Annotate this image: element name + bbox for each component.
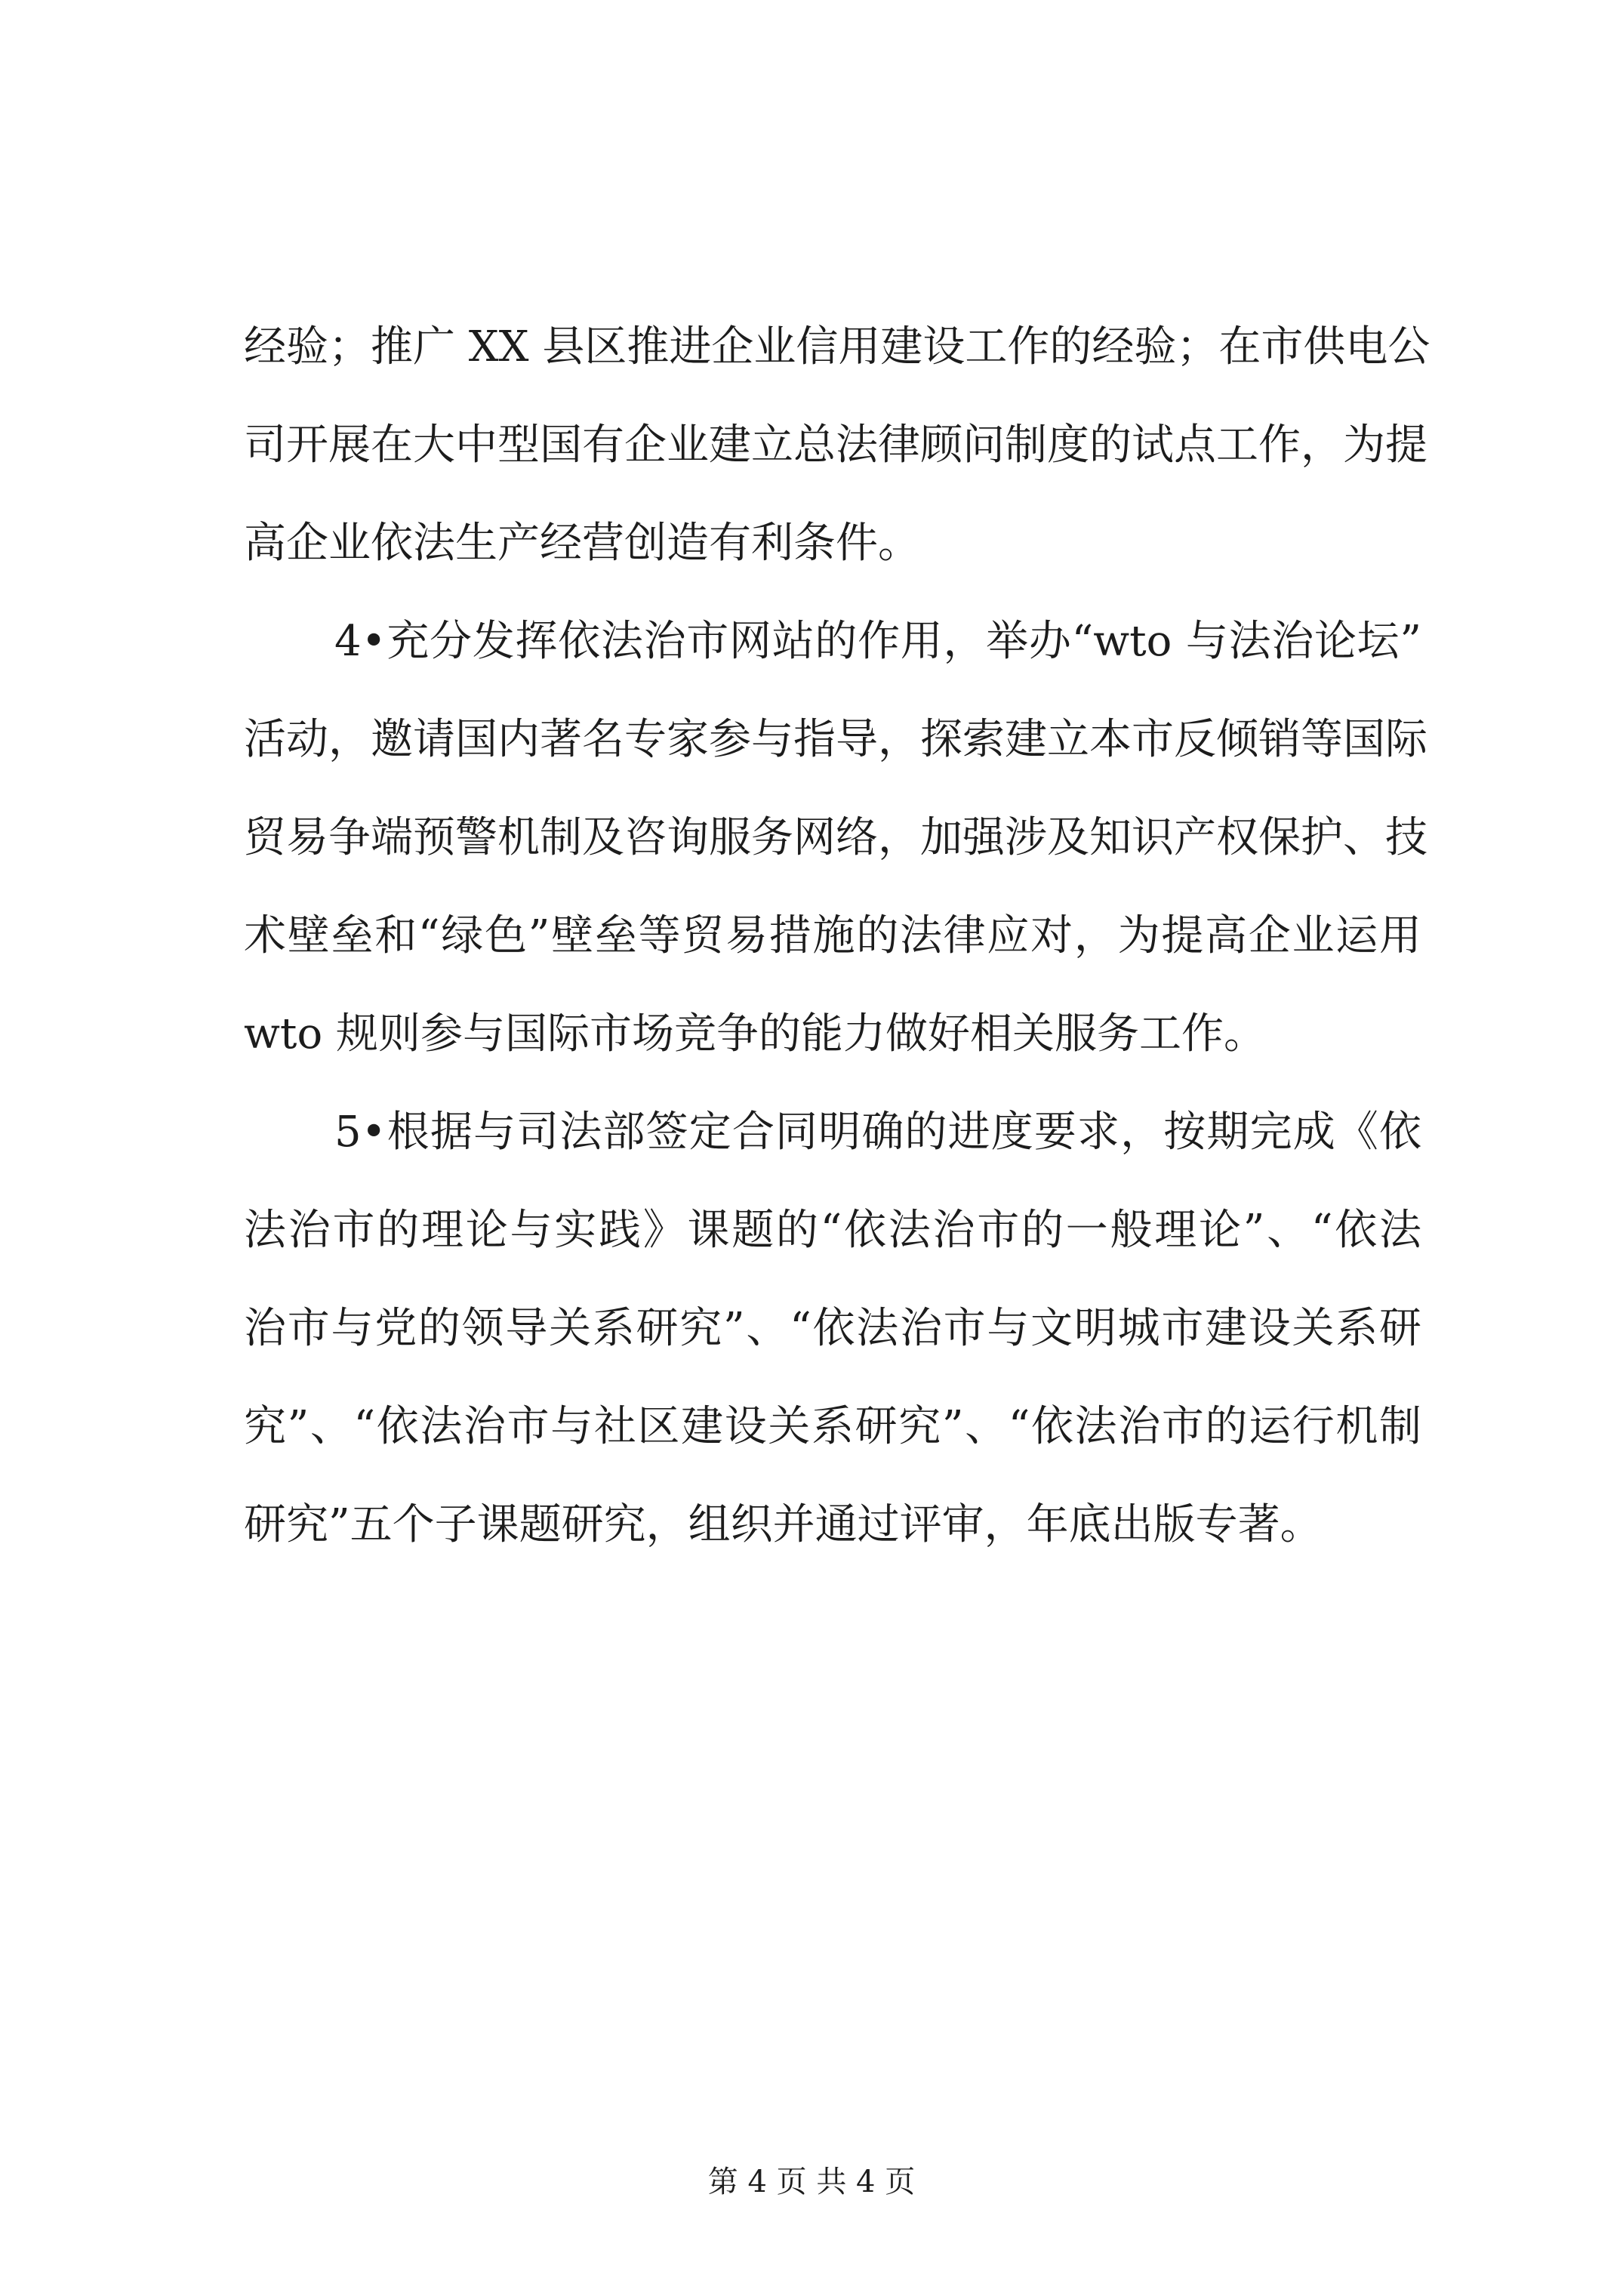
text-line: 究”、“依法治市与社区建设关系研究”、“依法治市的运行机制 [244,1402,1421,1451]
text-line: 术壁垒和“绿色”壁垒等贸易措施的法律应对，为提高企业运用 [244,911,1421,960]
text-line: 研究”五个子课题研究，组织并通过评审，年底出版专著。 [244,1500,1323,1549]
paragraph-2 [244,593,1427,1083]
text-line: 治市与党的领导关系研究”、“依法治市与文明城市建设关系研 [244,1304,1421,1353]
text-line: 活动，邀请国内著名专家参与指导，探索建立本市反倾销等国际 [244,715,1427,764]
text-line: 经验；推广 XX 县区推进企业信用建设工作的经验；在市供电公 [244,322,1431,371]
paragraph-3 [244,1083,1421,1574]
page-footer [0,2159,1623,2205]
document-body [244,298,1431,1574]
text-line: 贸易争端预警机制及咨询服务网络，加强涉及知识产权保护、技 [244,813,1427,862]
text-line: 5•根据与司法部签定合同明确的进度要求，按期完成《依 [334,1108,1421,1157]
text-line: wto 规则参与国际市场竞争的能力做好相关服务工作。 [244,1009,1266,1059]
page-number-label: 第 4 页 共 4 页 [707,2165,916,2199]
text-line: 司开展在大中型国有企业建立总法律顾问制度的试点工作，为提 [244,421,1427,470]
text-line: 4•充分发挥依法治市网站的作用，举办“wto 与法治论坛” [334,617,1421,666]
paragraph-1 [244,298,1431,593]
text-line: 高企业依法生产经营创造有利条件。 [244,519,920,568]
text-line: 法治市的理论与实践》课题的“依法治市的一般理论”、“依法 [244,1206,1421,1255]
